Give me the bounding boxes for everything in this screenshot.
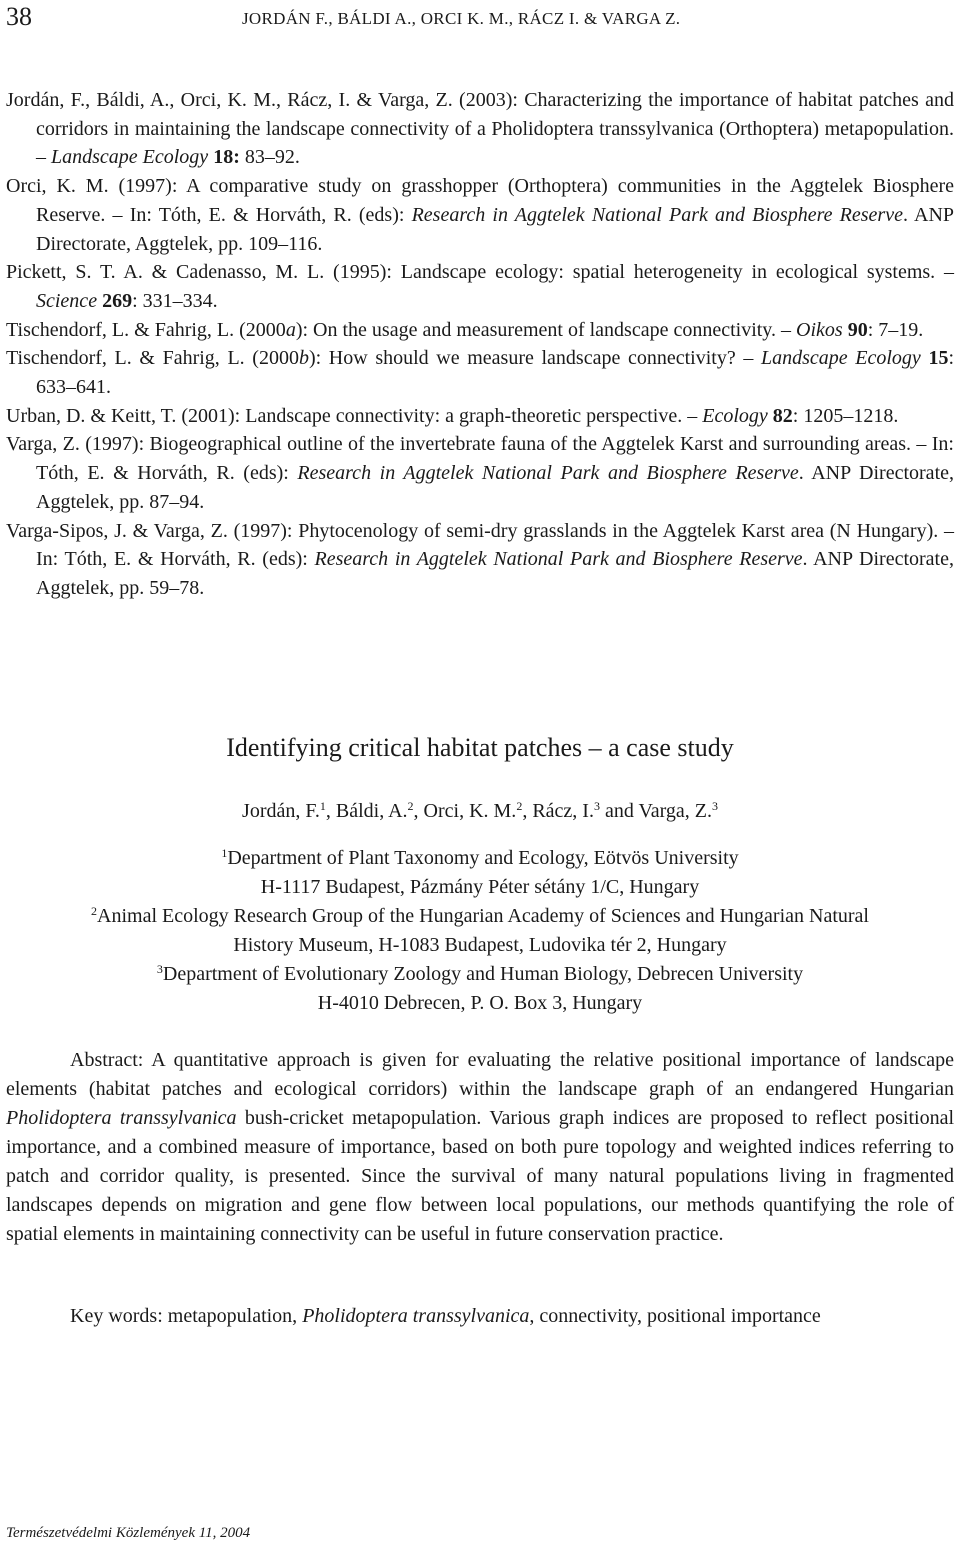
reference-item bbox=[6, 344, 954, 401]
reference-authors: Tischendorf, L. & Fahrig, L. bbox=[6, 318, 235, 341]
abstract bbox=[6, 1046, 954, 1249]
author-separator: , bbox=[413, 800, 424, 822]
reference-year-suffix: a bbox=[285, 318, 296, 341]
reference-item bbox=[6, 316, 954, 345]
author-affiliation-mark: 1 bbox=[319, 799, 326, 813]
reference-year-suffix: b bbox=[298, 347, 309, 370]
author-line bbox=[0, 800, 960, 823]
abstract-text: Abstract: A quantitative approach is given for evaluating the relative positional importance of landscape elements (habitat patches and ecological corridors) within the landscape graph of an endangered Hungarian bbox=[6, 1049, 954, 1100]
reference-journal: Ecology bbox=[702, 404, 768, 427]
keywords bbox=[70, 1305, 954, 1328]
reference-text: (2003): Characterizing the importance of habitat patches and corridors in maintaining the landscape connectivity of a Pholidoptera transsylvanica (Orthoptera) metapopulation. – bbox=[36, 89, 954, 169]
reference-authors: Jordán, F., Báldi, A., Orci, K. M., Rácz, I. & Varga, Z. bbox=[6, 89, 453, 111]
affiliation bbox=[0, 960, 960, 989]
reference-text: (1997): A comparative study on grasshopper (Orthoptera) communities in the Aggtelek Biosphere Reserve. – In: Tóth, E. & Horváth, R. (eds): bbox=[36, 175, 955, 226]
affiliation-address: H-4010 Debrecen, P. O. Box 3, Hungary bbox=[317, 992, 643, 1014]
reference-text: (1995): Landscape ecology: spatial heterogeneity in ecological systems. – bbox=[324, 261, 954, 284]
reference-pages: 83–92. bbox=[239, 146, 300, 169]
affiliation-address: History Museum, H-1083 Budapest, Ludovika tér 2, Hungary bbox=[233, 934, 727, 956]
author-separator: , bbox=[522, 800, 533, 822]
reference-item bbox=[6, 258, 954, 315]
reference-volume: 15 bbox=[928, 347, 949, 370]
author-affiliation-mark: 2 bbox=[516, 799, 523, 813]
reference-item bbox=[6, 86, 954, 172]
affiliation bbox=[0, 902, 960, 931]
reference-list bbox=[6, 86, 954, 603]
reference-journal: Landscape Ecology bbox=[51, 146, 209, 169]
affiliation-line: Department of Evolutionary Zoology and Human Biology, Debrecen University bbox=[162, 963, 804, 985]
reference-pages: . ANP Directorate, Aggtelek, pp. 109–116. bbox=[36, 203, 955, 255]
reference-pages: : 633–641. bbox=[36, 347, 955, 399]
author-name: Orci, K. M. bbox=[423, 800, 517, 822]
reference-volume: 90 bbox=[847, 318, 868, 341]
reference-item bbox=[6, 172, 954, 258]
reference-authors: Tischendorf, L. & Fahrig, L. bbox=[6, 347, 245, 370]
author-name: Báldi, A. bbox=[335, 800, 408, 822]
running-head bbox=[6, 2, 954, 36]
reference-journal: Oikos bbox=[796, 318, 843, 341]
author-affiliation-mark: 3 bbox=[711, 799, 718, 813]
reference-pages: : 1205–1218. bbox=[792, 404, 899, 427]
abstract-species: Pholidoptera transsylvanica bbox=[6, 1107, 237, 1129]
affiliation-number: 1 bbox=[221, 846, 228, 860]
running-title: JORDÁN F., BÁLDI A., ORCI K. M., RÁCZ I. & VARGA Z. bbox=[242, 9, 681, 28]
reference-authors: Varga-Sipos, J. & Varga, Z. bbox=[6, 519, 228, 542]
reference-volume: 18: bbox=[213, 146, 240, 169]
reference-item bbox=[6, 430, 954, 516]
affiliations bbox=[0, 844, 960, 1018]
reference-journal: Research in Aggtelek National Park and Biosphere Reserve bbox=[297, 462, 799, 485]
reference-authors: Varga, Z. bbox=[6, 433, 80, 456]
author-name: Jordán, F. bbox=[242, 800, 320, 822]
page-number: 38 bbox=[6, 2, 32, 31]
reference-authors: Pickett, S. T. A. & Cadenasso, M. L. bbox=[6, 261, 325, 284]
reference-text: (1997): Biogeographical outline of the invertebrate fauna of the Aggtelek Karst and surrounding areas. – In: Tóth, E. & Horváth, R. (eds): bbox=[36, 433, 954, 485]
affiliation-number: 2 bbox=[91, 904, 98, 918]
reference-item bbox=[6, 402, 954, 431]
reference-authors: Orci, K. M. bbox=[6, 175, 109, 198]
reference-pages: : 331–334. bbox=[132, 289, 218, 312]
reference-item bbox=[6, 517, 954, 603]
article-title: Identifying critical habitat patches – a case study bbox=[226, 733, 734, 762]
author-separator: , bbox=[325, 800, 336, 822]
keywords-text: Key words: metapopulation, bbox=[70, 1305, 303, 1327]
reference-journal: Research in Aggtelek National Park and Biosphere Reserve bbox=[314, 548, 803, 571]
affiliation-number: 3 bbox=[156, 962, 163, 976]
reference-text: ): How should we measure landscape connectivity? – bbox=[308, 347, 761, 370]
affiliation-line: Animal Ecology Research Group of the Hungarian Academy of Sciences and Hungarian Natural bbox=[97, 905, 869, 927]
reference-authors: Urban, D. & Keitt, T. bbox=[6, 404, 177, 427]
reference-journal: Landscape Ecology bbox=[760, 347, 921, 370]
author-name: Rácz, I. bbox=[532, 800, 594, 822]
keywords-species: Pholidoptera transsylvanica bbox=[302, 1305, 530, 1327]
abstract-text: bush-cricket metapopulation. Various graph indices are proposed to reflect positional importance, and a combined measure of importance, based on both pure topology and weighted indices referring to patch and corridor quality, is presented. Since the survival of many natural populations living in fragmented landscapes depends on migration and gene flow between local populations, our methods quantifying the role of spatial elements in maintaining connectivity can be useful in future conservation practice. bbox=[6, 1107, 955, 1245]
author-affiliation-mark: 2 bbox=[407, 799, 414, 813]
reference-volume: 82 bbox=[772, 404, 793, 427]
author-affiliation-mark: 3 bbox=[593, 799, 600, 813]
author-separator: and bbox=[599, 800, 639, 822]
reference-text: (1997): Phytocenology of semi-dry grasslands in the Aggtelek Karst area (N Hungary). – In: Tóth, E. & Horváth, R. (eds): bbox=[36, 519, 954, 571]
reference-journal: Science bbox=[36, 289, 98, 312]
reference-pages: . ANP Directorate, Aggtelek, pp. 59–78. bbox=[36, 548, 954, 599]
journal-footer: Természetvédelmi Közlemények 11, 2004 bbox=[6, 1525, 251, 1541]
reference-year: (2000 bbox=[244, 347, 299, 370]
reference-journal: Research in Aggtelek National Park and Biosphere Reserve bbox=[411, 203, 903, 226]
reference-pages: . ANP Directorate, Aggtelek, pp. 87–94. bbox=[36, 462, 954, 513]
keywords-text: , connectivity, positional importance bbox=[529, 1305, 821, 1327]
affiliation-line: Department of Plant Taxonomy and Ecology, Eötvös University bbox=[227, 847, 739, 869]
reference-text: (2001): Landscape connectivity: a graph-theoretic perspective. – bbox=[176, 404, 703, 427]
author-name: Varga, Z. bbox=[638, 800, 712, 822]
reference-pages: : 7–19. bbox=[867, 318, 924, 341]
affiliation-address: H-1117 Budapest, Pázmány Péter sétány 1/C, Hungary bbox=[260, 876, 700, 898]
reference-year: (2000 bbox=[234, 318, 286, 341]
affiliation bbox=[0, 844, 960, 873]
reference-text: ): On the usage and measurement of landscape connectivity. – bbox=[295, 318, 797, 341]
reference-volume: 269 bbox=[102, 289, 133, 312]
